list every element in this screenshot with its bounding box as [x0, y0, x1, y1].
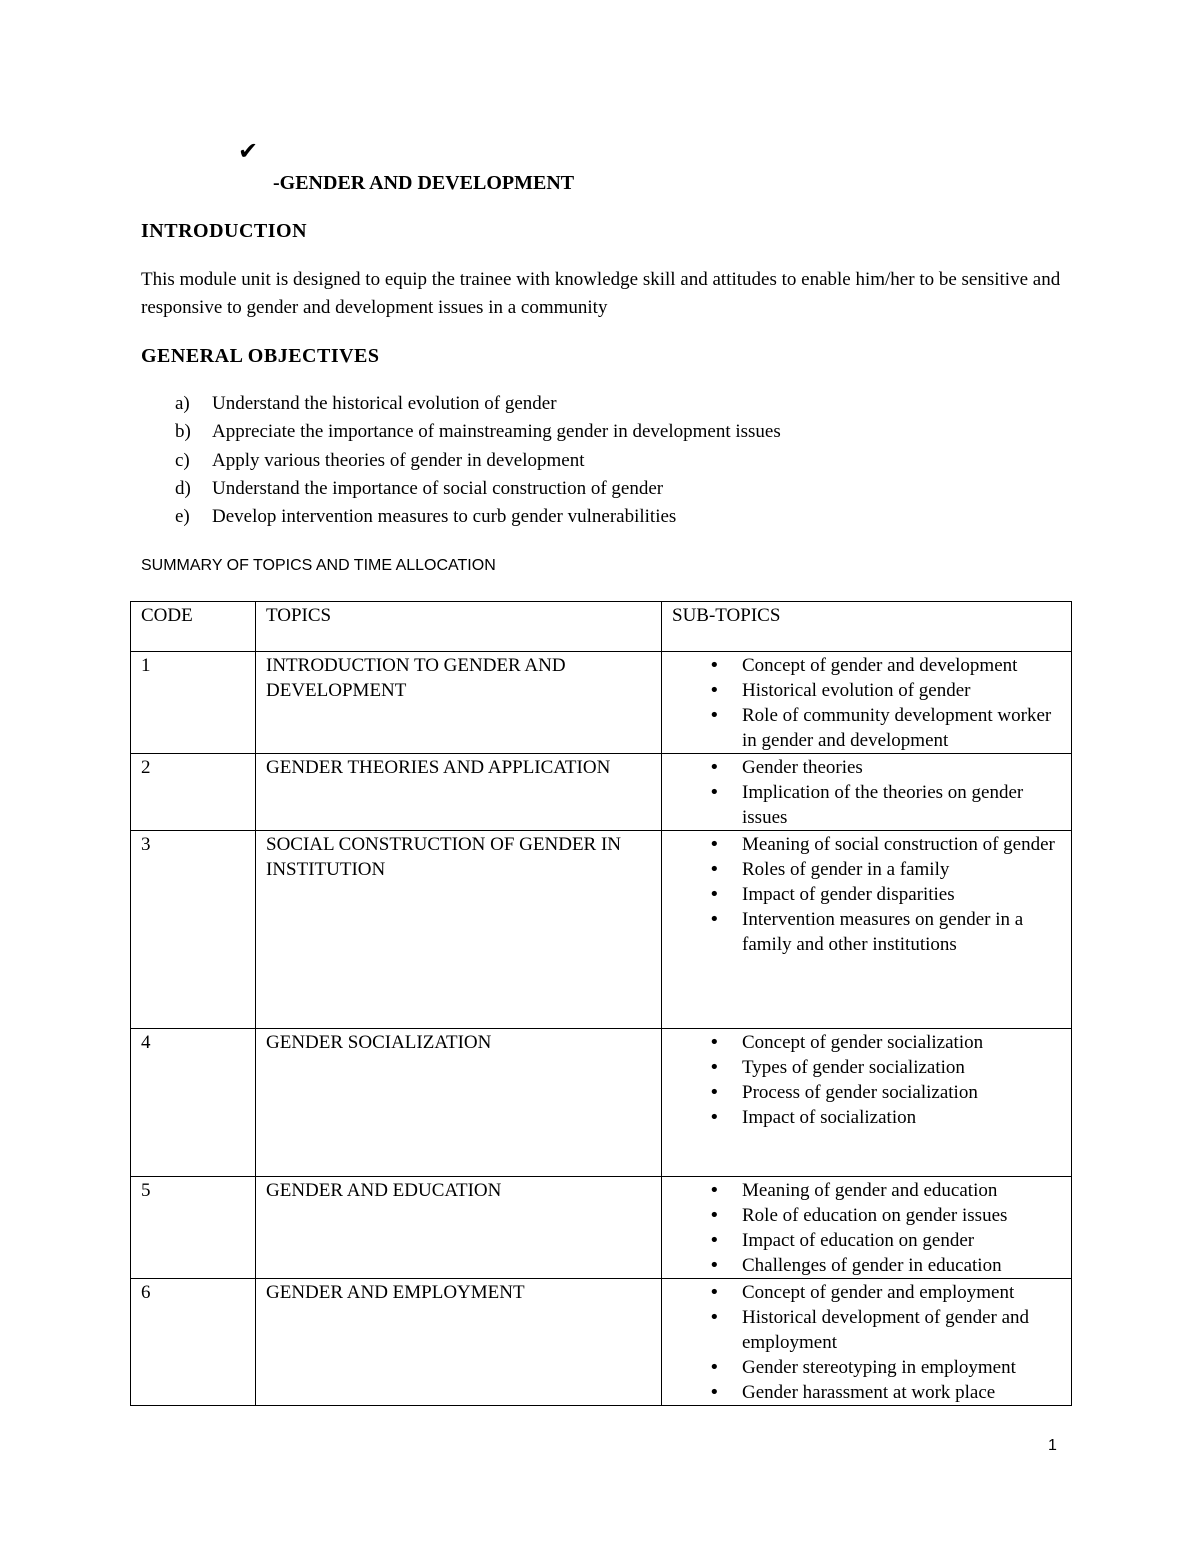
page-number: 1 — [1048, 1437, 1057, 1454]
objective-item — [141, 447, 781, 475]
row-code: 1 — [131, 652, 256, 754]
objective-text: Understand the importance of social construction of gender — [212, 477, 664, 499]
row-topic: GENDER THEORIES AND APPLICATION — [256, 754, 662, 831]
objective-item — [141, 503, 781, 531]
objective-text: Apply various theories of gender in development — [212, 449, 585, 471]
row-subtopics — [662, 831, 1072, 1029]
table-row — [131, 754, 1072, 831]
row-topic: INTRODUCTION TO GENDER AND DEVELOPMENT — [256, 652, 662, 754]
objective-letter: b) — [175, 421, 191, 443]
table-row — [131, 1029, 1072, 1177]
subtopic-item: • Meaning of gender and education — [672, 1178, 1061, 1203]
topics-table — [130, 601, 1072, 1406]
subtopic-item: • Impact of education on gender — [672, 1228, 1061, 1253]
row-code: 2 — [131, 754, 256, 831]
subtopic-item: • Implication of the theories on gender issues — [672, 780, 1061, 830]
row-code: 5 — [131, 1177, 256, 1279]
table-row — [131, 1279, 1072, 1406]
summary-heading: SUMMARY OF TOPICS AND TIME ALLOCATION — [141, 557, 496, 574]
objectives-heading: GENERAL OBJECTIVES — [141, 345, 380, 367]
introduction-heading: INTRODUCTION — [141, 220, 308, 242]
row-subtopics — [662, 1029, 1072, 1177]
objective-letter: e) — [175, 506, 190, 528]
subtopic-item: • Roles of gender in a family — [672, 857, 1061, 882]
objective-text: Develop intervention measures to curb gender vulnerabilities — [212, 506, 677, 528]
header-subtopics: SUB-TOPICS — [662, 602, 1072, 652]
subtopic-item: • Concept of gender and employment — [672, 1280, 1061, 1305]
row-topic: GENDER SOCIALIZATION — [256, 1029, 662, 1177]
row-subtopics — [662, 652, 1072, 754]
row-topic: GENDER AND EDUCATION — [256, 1177, 662, 1279]
objective-item — [141, 475, 781, 503]
objective-letter: d) — [175, 477, 191, 499]
subtopic-item: • Types of gender socialization — [672, 1055, 1061, 1080]
row-code: 4 — [131, 1029, 256, 1177]
row-code: 3 — [131, 831, 256, 1029]
objective-text: Understand the historical evolution of gender — [212, 393, 557, 414]
subtopic-item: • Gender stereotyping in employment — [672, 1355, 1061, 1380]
subtopic-item: • Meaning of social construction of gender — [672, 832, 1061, 857]
subtopic-item: • Intervention measures on gender in a family and other institutions — [672, 907, 1061, 957]
subtopic-item: • Process of gender socialization — [672, 1080, 1061, 1105]
subtopic-item: • Concept of gender socialization — [672, 1030, 1061, 1055]
row-topic: GENDER AND EMPLOYMENT — [256, 1279, 662, 1406]
subtopic-item: • Concept of gender and development — [672, 653, 1061, 678]
row-subtopics — [662, 1177, 1072, 1279]
subtopic-item: • Gender harassment at work place — [672, 1380, 1061, 1405]
row-code: 6 — [131, 1279, 256, 1406]
header-topics: TOPICS — [256, 602, 662, 652]
objective-item — [141, 390, 781, 418]
header-code: CODE — [131, 602, 256, 652]
table-header-row — [131, 602, 1072, 652]
table-row — [131, 652, 1072, 754]
subtopic-item: • Impact of gender disparities — [672, 882, 1061, 907]
subtopic-item: • Historical evolution of gender — [672, 678, 1061, 703]
objective-letter: c) — [175, 449, 190, 471]
introduction-text: This module unit is designed to equip the trainee with knowledge skill and attitudes to enable him/her to be sensitive and responsive to gender and development issues in a community — [141, 269, 1061, 318]
subtopic-item: • Challenges of gender in education — [672, 1253, 1061, 1278]
document-title: -GENDER AND DEVELOPMENT — [273, 172, 575, 194]
table-row — [131, 831, 1072, 1029]
objectives-list — [141, 390, 781, 531]
row-subtopics — [662, 754, 1072, 831]
subtopic-item: • Role of education on gender issues — [672, 1203, 1061, 1228]
objective-letter: a) — [175, 393, 190, 414]
check-mark-icon: ✔ — [238, 137, 259, 165]
subtopic-item: • Role of community development worker in gender and development — [672, 703, 1061, 753]
row-subtopics — [662, 1279, 1072, 1406]
subtopic-item: • Gender theories — [672, 755, 1061, 780]
objective-text: Appreciate the importance of mainstreaming gender in development issues — [212, 421, 781, 443]
row-topic: SOCIAL CONSTRUCTION OF GENDER IN INSTITUTION — [256, 831, 662, 1029]
objective-item — [141, 418, 781, 446]
subtopic-item: • Impact of socialization — [672, 1105, 1061, 1130]
subtopic-item: • Historical development of gender and employment — [672, 1305, 1061, 1355]
table-row — [131, 1177, 1072, 1279]
